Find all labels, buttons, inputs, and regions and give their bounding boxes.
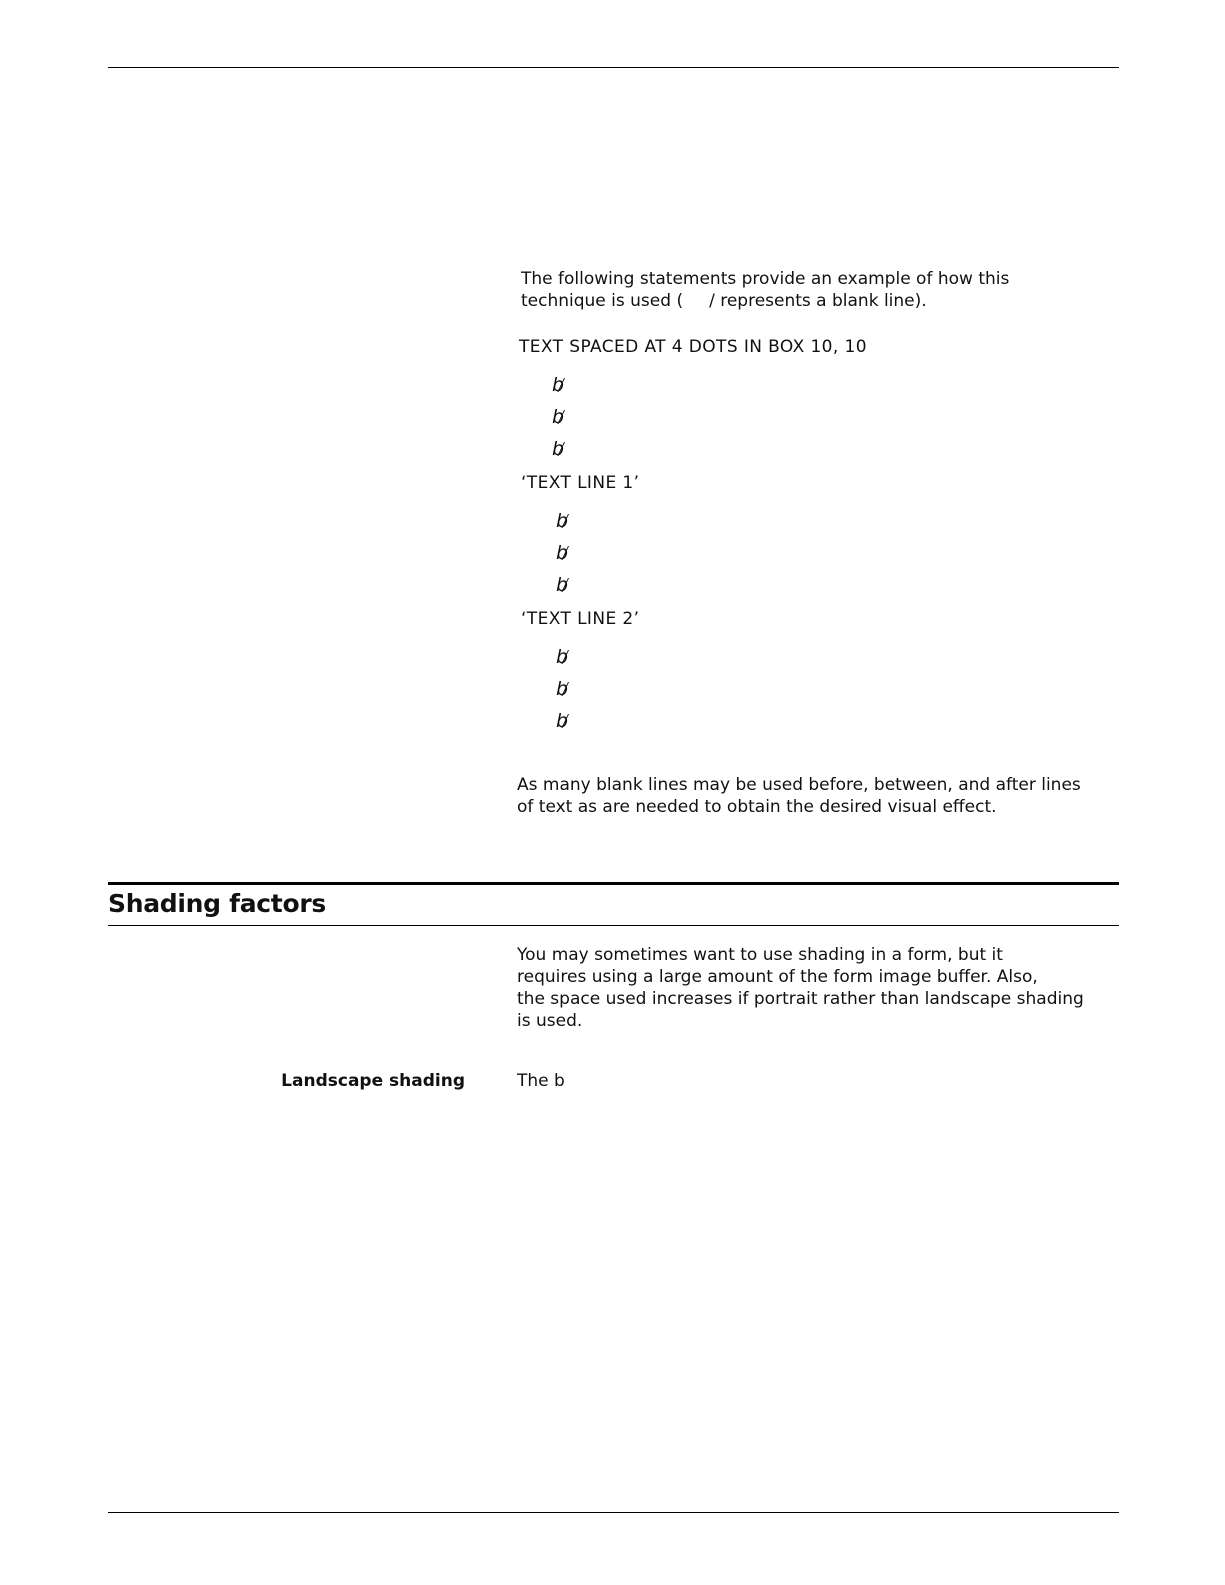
footer-rule xyxy=(108,1512,1119,1513)
side-heading-landscape-shading: Landscape shading xyxy=(281,1071,465,1091)
section-heading-rule xyxy=(108,882,1119,885)
intro-line-2-start: technique is used ( xyxy=(521,291,684,311)
landscape-shading-text: The b xyxy=(517,1071,565,1091)
shading-paragraph xyxy=(517,944,1084,1032)
blank-line-marker: b xyxy=(552,374,565,396)
blank-line-marker: b xyxy=(556,646,569,668)
blank-line-marker: b xyxy=(552,438,565,460)
text-line-2: ‘TEXT LINE 2’ xyxy=(521,609,640,629)
command-statement: TEXT SPACED AT 4 DOTS IN BOX 10, 10 xyxy=(519,337,867,357)
outro-line-1: As many blank lines may be used before, between, and after lines xyxy=(517,775,1081,795)
blank-line-marker: b xyxy=(556,710,569,732)
header-rule xyxy=(108,67,1119,68)
intro-line-1: The following statements provide an example of how this xyxy=(521,269,1010,289)
shading-line: requires using a large amount of the form image buffer. Also, xyxy=(517,967,1038,987)
text-line-1: ‘TEXT LINE 1’ xyxy=(521,473,640,493)
outro-paragraph xyxy=(517,774,1081,818)
shading-line: is used. xyxy=(517,1011,583,1031)
section-heading-underline xyxy=(108,925,1119,926)
blank-line-marker: b xyxy=(552,406,565,428)
intro-line-2 xyxy=(521,290,1009,312)
shading-line: the space used increases if portrait rather than landscape shading xyxy=(517,989,1084,1009)
section-heading: Shading factors xyxy=(108,889,326,918)
blank-line-marker: b xyxy=(556,510,569,532)
shading-line: You may sometimes want to use shading in a form, but it xyxy=(517,945,1003,965)
blank-line-marker: b xyxy=(556,678,569,700)
intro-line-2-end: / represents a blank line). xyxy=(709,291,927,311)
outro-line-2: of text as are needed to obtain the desired visual effect. xyxy=(517,797,997,817)
blank-line-marker: b xyxy=(556,542,569,564)
intro-paragraph xyxy=(521,268,1009,312)
blank-line-marker: b xyxy=(556,574,569,596)
